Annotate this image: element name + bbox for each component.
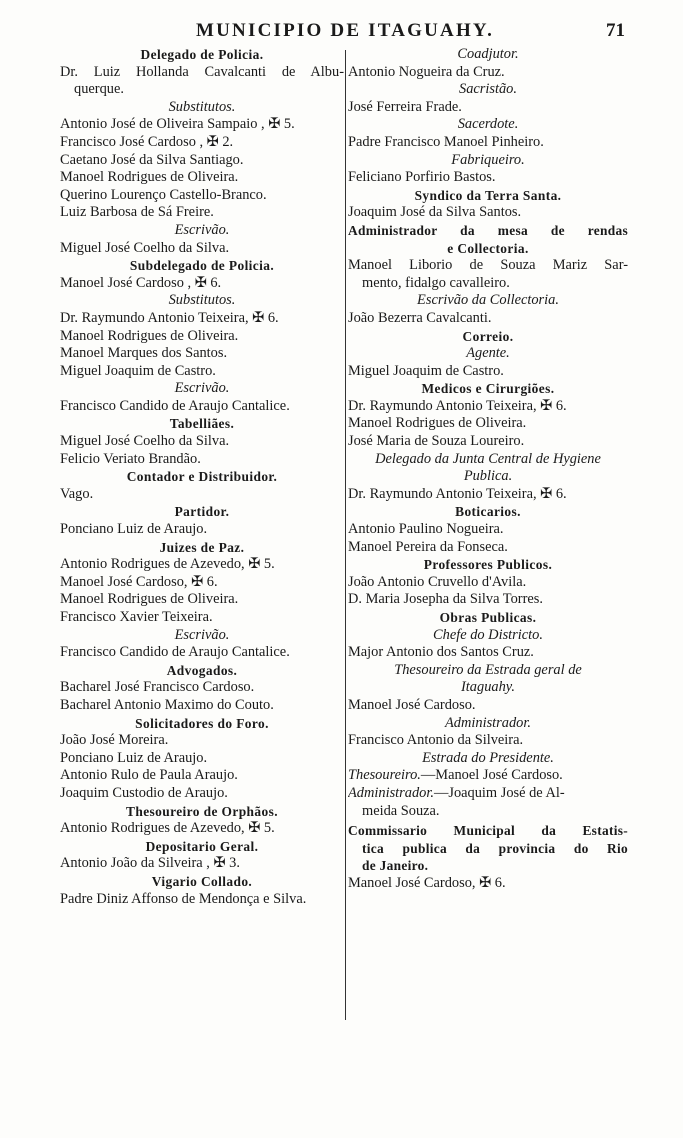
section-heading: Correio. <box>462 328 514 344</box>
subsection-label: Publica. <box>463 468 513 485</box>
role-name: —Joaquim José de Al- <box>433 784 565 801</box>
subsection-label: Substitutos. <box>168 98 236 115</box>
entry-line: Francisco Xavier Teixeira. <box>60 609 213 625</box>
subsection-label: Administrador. <box>445 714 531 731</box>
entry-line: Antonio Rulo de Paula Araujo. <box>60 767 238 784</box>
subsection-label: Escrivão da Collectoria. <box>417 292 559 309</box>
subsection-label: Fabriqueiro. <box>451 151 525 168</box>
entry-line: Francisco Candido de Araujo Cantalice. <box>60 644 290 661</box>
entry-line: Padre Francisco Manoel Pinheiro. <box>348 133 544 150</box>
entry-line: Antonio Rodrigues de Azevedo, ✠ 5. <box>60 556 275 573</box>
entry-line: meida Souza. <box>362 802 440 819</box>
entry-line: Manoel Rodrigues de Oliveira. <box>60 591 239 608</box>
subsection-label: Escrivão. <box>174 221 230 238</box>
page-number: 71 <box>606 20 625 41</box>
entry-line: Luiz Barbosa de Sá Freire. <box>60 204 214 221</box>
entry-line: mento, fidalgo cavalleiro. <box>362 274 510 291</box>
section-heading: Depositario Geral. <box>145 838 259 854</box>
entry-line: Felicio Veriato Brandão. <box>60 450 201 467</box>
section-heading: Juizes de Paz. <box>159 539 245 555</box>
section-heading: Partidor. <box>174 504 230 520</box>
subsection-label: Agente. <box>466 345 510 362</box>
right-column <box>348 46 628 893</box>
role-label: Thesoureiro. <box>348 767 421 784</box>
subsection-label: Chefe do Districto. <box>433 626 543 643</box>
page-header <box>0 20 683 44</box>
section-heading: Commissario Municipal da Estatis- <box>348 823 628 839</box>
subsection-label: Escrivão. <box>174 626 230 643</box>
entry-line: Feliciano Porfirio Bastos. <box>348 169 496 186</box>
entry-line: Miguel Joaquim de Castro. <box>348 362 504 379</box>
entry-line: Padre Diniz Affonso de Mendonça e Silva. <box>60 890 307 907</box>
entry-line: Miguel José Coelho da Silva. <box>60 433 230 450</box>
section-heading: Obras Publicas. <box>439 610 537 625</box>
entry-line: Dr. Raymundo Antonio Teixeira, ✠ 6. <box>60 309 279 326</box>
section-heading: de Janeiro. <box>362 858 429 874</box>
running-title: MUNICIPIO DE ITAGUAHY. <box>196 20 495 41</box>
subsection-label: Itaguahy. <box>461 679 515 696</box>
entry-line: José Ferreira Frade. <box>348 98 462 115</box>
subsection-label: Thesoureiro da Estrada geral de <box>394 661 582 678</box>
subsection-label: Substitutos. <box>168 292 236 309</box>
entry-line: Joaquim Custodio de Araujo. <box>60 784 228 801</box>
entry-line: Miguel José Coelho da Silva. <box>60 239 230 256</box>
section-heading: Tabelliães. <box>169 416 235 432</box>
entry-line: Joaquim José da Silva Santos. <box>348 204 522 221</box>
subsection-label: Sacristão. <box>459 81 517 98</box>
section-heading: Vigario Collado. <box>151 873 253 889</box>
subsection-label: Sacerdote. <box>457 116 519 133</box>
entry-line: Manoel José Cardoso. <box>348 696 476 713</box>
entry-line: Francisco Antonio da Silveira. <box>348 732 524 749</box>
section-heading: Administrador da mesa de rendas <box>348 222 628 238</box>
entry-line: Manoel Marques dos Santos. <box>60 345 228 362</box>
entry-line: Bacharel José Francisco Cardoso. <box>60 679 255 696</box>
entry-line: Manoel José Cardoso, ✠ 6. <box>60 573 218 590</box>
column-divider <box>345 50 346 1020</box>
section-heading: tica publica da provincia do Rio <box>362 840 628 856</box>
entry-line: Querino Lourenço Castello-Branco. <box>60 186 267 203</box>
entry-line: Ponciano Luiz de Araujo. <box>60 749 208 766</box>
entry-line: Manoel Rodrigues de Oliveira. <box>348 415 527 432</box>
section-heading: Delegado de Policia. <box>140 47 264 62</box>
entry-line: Ponciano Luiz de Araujo. <box>60 521 208 538</box>
section-heading: Thesoureiro de Orphãos. <box>126 803 278 819</box>
entry-line: Antonio Nogueira da Cruz. <box>348 63 505 80</box>
entry-line: João Bezerra Cavalcanti. <box>348 309 492 326</box>
section-heading: e Collectoria. <box>447 240 529 256</box>
entry-line: Dr. Luiz Hollanda Cavalcanti de Albu- <box>60 63 344 80</box>
entry-line: Dr. Raymundo Antonio Teixeira, ✠ 6. <box>348 485 567 502</box>
entry-line: Miguel Joaquim de Castro. <box>60 362 216 379</box>
section-heading: Syndico da Terra Santa. <box>414 187 562 203</box>
entry-line: querque. <box>74 81 124 98</box>
entry-line: Antonio Paulino Nogueira. <box>348 521 504 538</box>
entry-line: João José Moreira. <box>60 732 169 749</box>
entry-line: Antonio José de Oliveira Sampaio , ✠ 5. <box>60 116 295 133</box>
entry-line: D. Maria Josepha da Silva Torres. <box>348 591 543 608</box>
section-heading: Contador e Distribuidor. <box>126 469 278 485</box>
subsection-label: Escrivão. <box>174 380 230 397</box>
role-label: Administrador. <box>348 784 434 801</box>
entry-line: Caetano José da Silva Santiago. <box>60 151 244 168</box>
section-heading: Subdelegado de Policia. <box>129 258 275 274</box>
entry-line: Francisco Candido de Araujo Cantalice. <box>60 397 290 414</box>
entry-line: Manoel Rodrigues de Oliveira. <box>60 327 239 344</box>
entry-line: Manoel Rodrigues de Oliveira. <box>60 169 239 186</box>
entry-line: Antonio Rodrigues de Azevedo, ✠ 5. <box>60 820 275 837</box>
entry-line: Dr. Raymundo Antonio Teixeira, ✠ 6. <box>348 397 567 414</box>
entry-line <box>348 785 628 803</box>
entry-line: Manoel José Cardoso, ✠ 6. <box>348 874 506 891</box>
section-heading: Medicos e Cirurgiões. <box>421 381 555 397</box>
entry-line: Manoel Liborio de Souza Mariz Sar- <box>348 257 628 274</box>
subsection-label: Coadjutor. <box>457 46 519 62</box>
entry-line: Francisco José Cardoso , ✠ 2. <box>60 133 234 150</box>
entry-line: Manoel José Cardoso , ✠ 6. <box>60 274 222 291</box>
entry-line: José Maria de Souza Loureiro. <box>348 433 525 450</box>
section-heading: Solicitadores do Foro. <box>135 715 269 731</box>
left-column <box>60 46 344 908</box>
entry-line: Bacharel Antonio Maximo do Couto. <box>60 696 274 713</box>
section-heading: Advogados. <box>166 662 238 678</box>
entry-line: Vago. <box>60 485 94 502</box>
role-name: —Manoel José Cardoso. <box>420 767 563 784</box>
section-heading: Professores Publicos. <box>423 557 553 573</box>
entry-line: Antonio João da Silveira , ✠ 3. <box>60 855 240 872</box>
entry-line: Major Antonio dos Santos Cruz. <box>348 644 534 661</box>
section-heading: Boticarios. <box>455 504 521 520</box>
entry-line <box>348 767 628 785</box>
entry-line: João Antonio Cruvello d'Avila. <box>348 573 527 590</box>
subsection-label: Estrada do Presidente. <box>422 749 554 766</box>
subsection-label: Delegado da Junta Central de Hygiene <box>375 450 601 467</box>
entry-line: Manoel Pereira da Fonseca. <box>348 538 508 555</box>
